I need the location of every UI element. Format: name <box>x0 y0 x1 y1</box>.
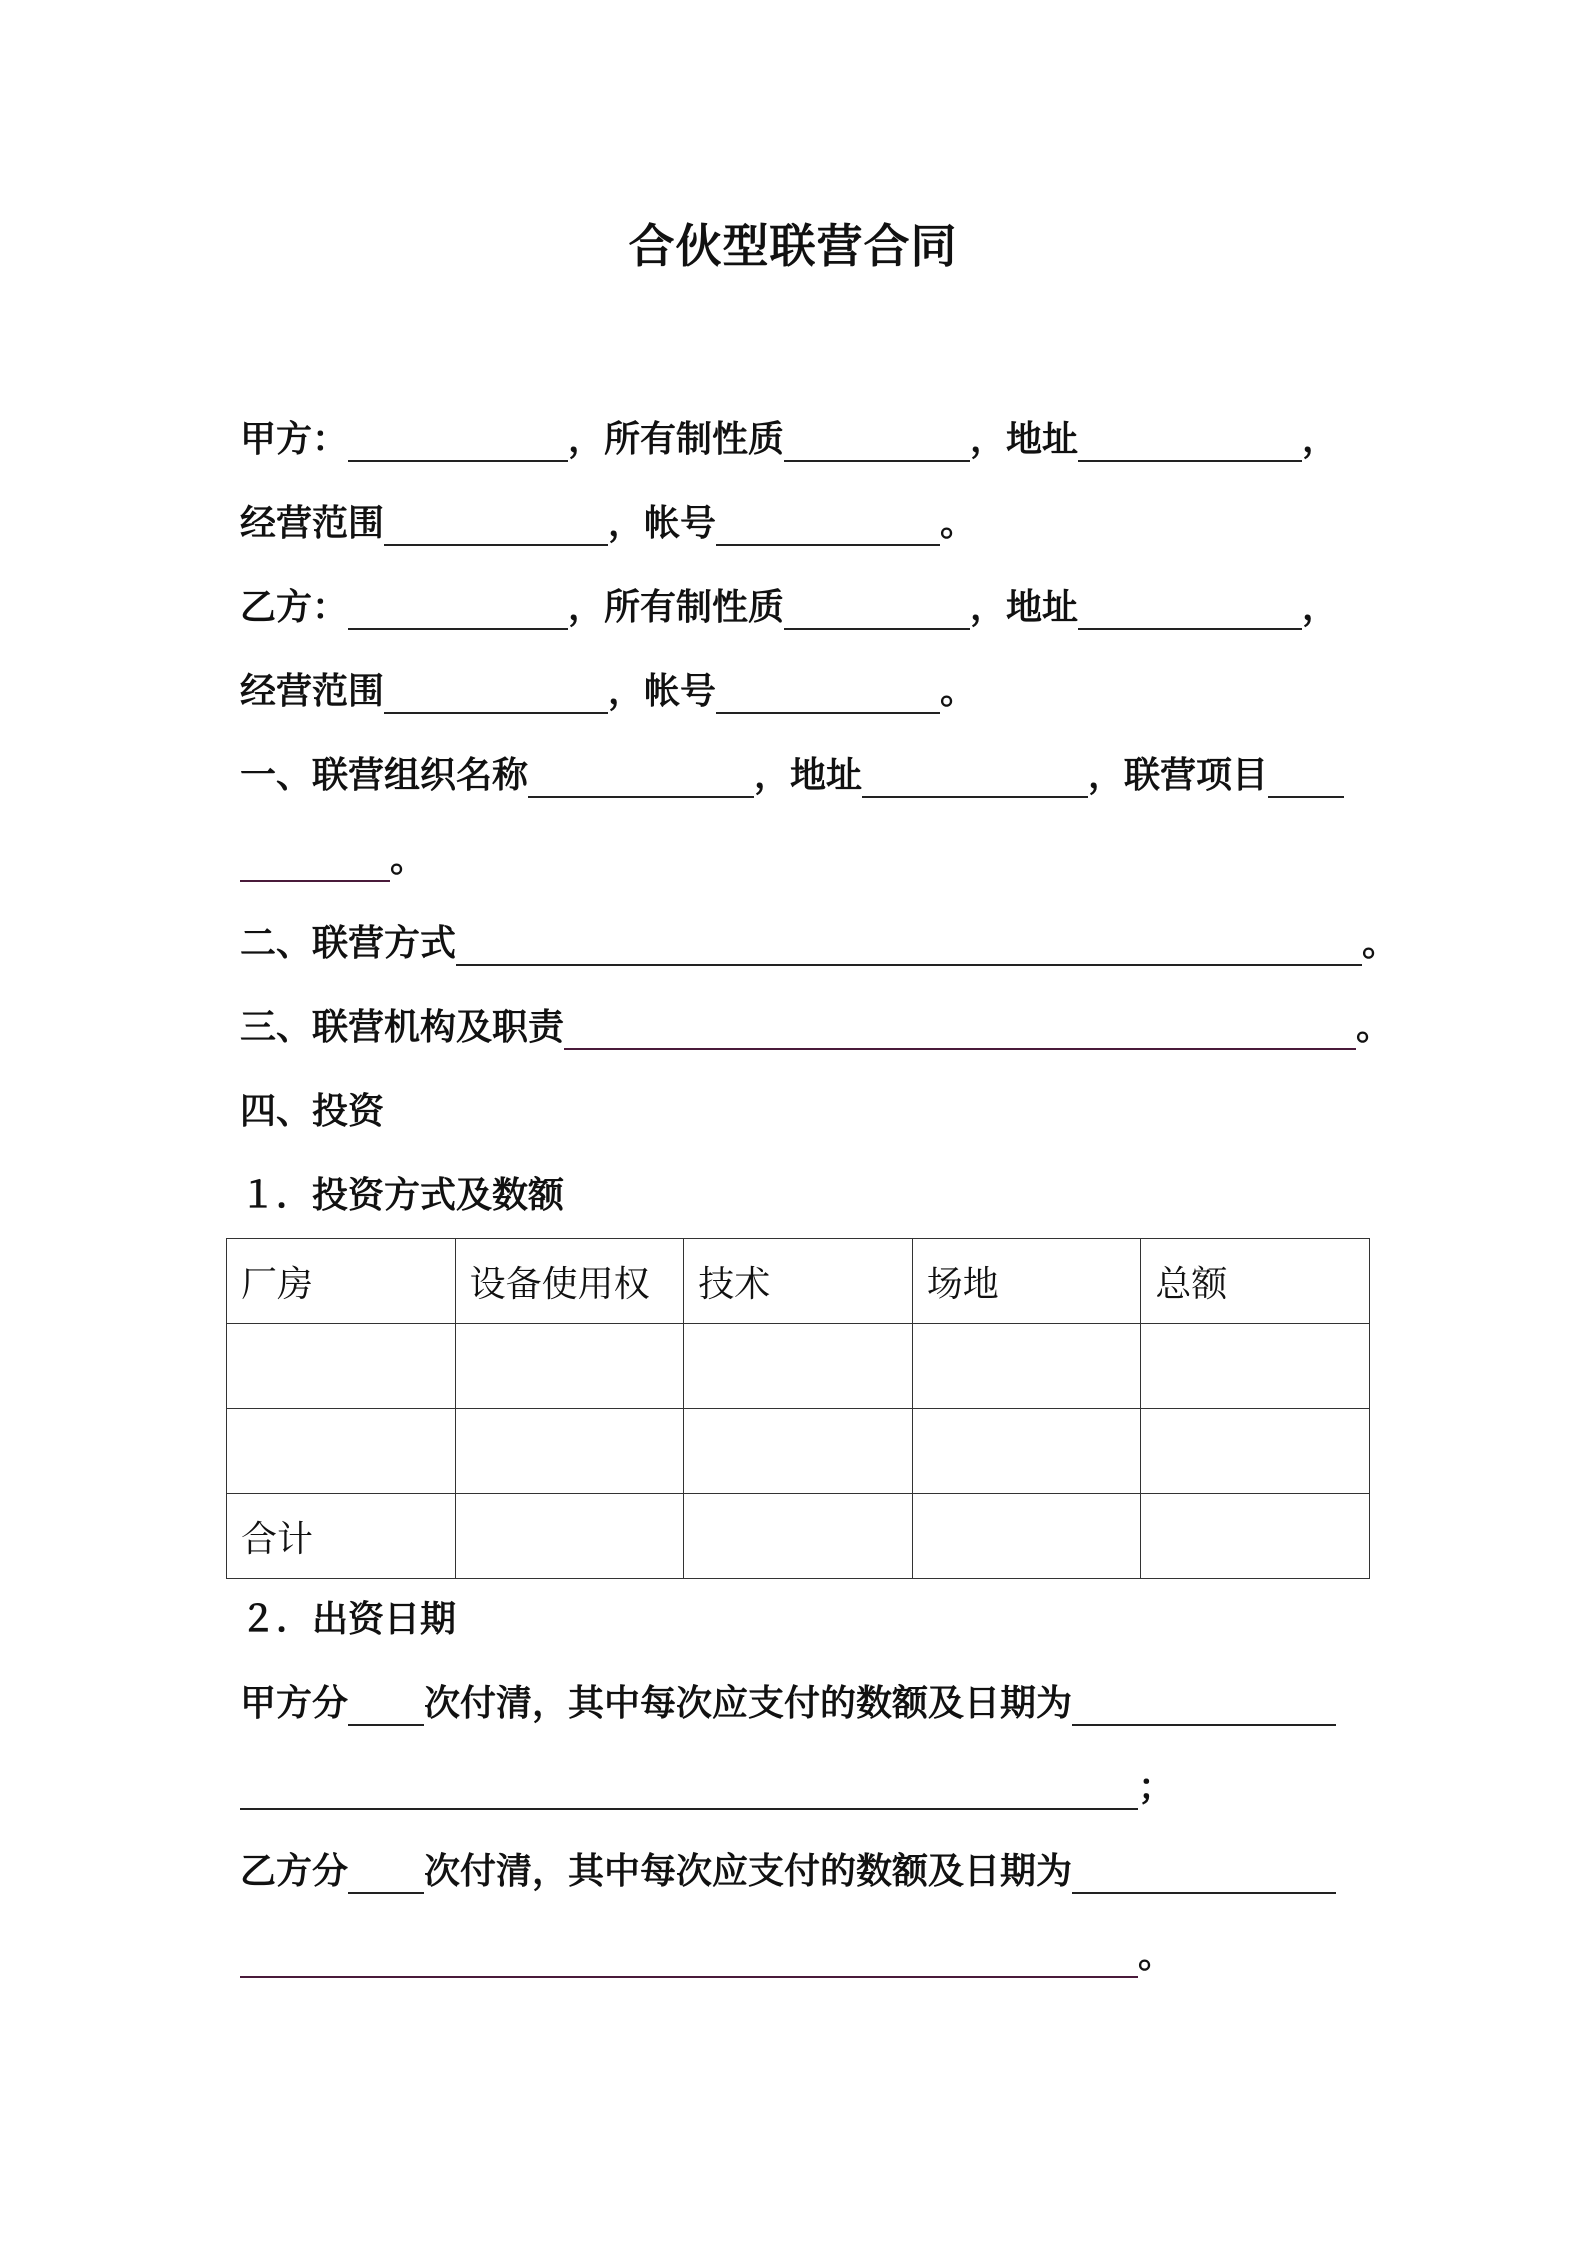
table-cell[interactable] <box>455 1324 684 1409</box>
section-1-line <box>240 748 1344 798</box>
table-cell[interactable] <box>684 1324 913 1409</box>
table-header-cell: 厂房 <box>227 1239 456 1324</box>
table-cell[interactable] <box>1141 1494 1370 1579</box>
payment-b-label: 乙方分 <box>240 1851 349 1892</box>
table-cell[interactable] <box>227 1409 456 1494</box>
table-row <box>227 1324 1370 1409</box>
comma: ， <box>1302 587 1339 628</box>
section-3-label: 三、联营机构及职责 <box>240 1007 565 1048</box>
payment-a-label: 甲方分 <box>240 1683 349 1724</box>
section-2-line <box>240 916 1398 966</box>
ownership-label: ，所有制性质 <box>568 419 785 460</box>
joint-project-field-cont[interactable] <box>240 844 390 882</box>
party-a-label: 甲方： <box>240 419 349 460</box>
table-cell[interactable] <box>912 1494 1141 1579</box>
payment-a-line <box>240 1676 1336 1726</box>
period: 。 <box>940 671 977 712</box>
payment-a-text: 次付清，其中每次应支付的数额及日期为 <box>424 1683 1073 1724</box>
section-4-heading <box>240 1084 384 1134</box>
table-total-label: 合计 <box>227 1494 456 1579</box>
table-cell[interactable] <box>1141 1409 1370 1494</box>
table-cell[interactable] <box>455 1409 684 1494</box>
table-cell[interactable] <box>912 1409 1141 1494</box>
table-header-cell: 设备使用权 <box>455 1239 684 1324</box>
party-a-ownership-field[interactable] <box>784 424 970 462</box>
subsection-2-heading <box>240 1592 456 1642</box>
table-row <box>227 1409 1370 1494</box>
address-label: ，地址 <box>754 755 863 796</box>
party-a-account-field[interactable] <box>716 508 940 546</box>
business-scope-label: 经营范围 <box>240 671 385 712</box>
payment-b-text: 次付清，其中每次应支付的数额及日期为 <box>424 1851 1073 1892</box>
party-b-name-field[interactable] <box>348 592 568 630</box>
table-cell[interactable] <box>684 1494 913 1579</box>
party-b-scope-field[interactable] <box>384 676 608 714</box>
section-3-line <box>240 1000 1392 1050</box>
joint-org-address-field[interactable] <box>862 760 1088 798</box>
table-header-cell: 技术 <box>684 1239 913 1324</box>
payment-b-count-field[interactable] <box>348 1856 424 1894</box>
period: 。 <box>1362 923 1399 964</box>
payment-a-detail-field[interactable] <box>1072 1688 1336 1726</box>
party-b-account-field[interactable] <box>716 676 940 714</box>
account-label: ，帐号 <box>608 503 717 544</box>
party-a-name-field[interactable] <box>348 424 568 462</box>
party-b-ownership-field[interactable] <box>784 592 970 630</box>
party-a-line-1 <box>240 412 1338 462</box>
joint-org-name-field[interactable] <box>528 760 754 798</box>
table-header-row <box>227 1239 1370 1324</box>
comma: ， <box>1302 419 1339 460</box>
payment-a-detail-field-cont[interactable] <box>240 1772 1138 1810</box>
table-cell[interactable] <box>684 1409 913 1494</box>
business-scope-label: 经营范围 <box>240 503 385 544</box>
party-b-address-field[interactable] <box>1078 592 1302 630</box>
table-header-cell: 总额 <box>1141 1239 1370 1324</box>
section-4-label: 四、投资 <box>240 1091 385 1132</box>
party-b-line-2 <box>240 664 976 714</box>
joint-agency-field[interactable] <box>564 1012 1356 1050</box>
period: 。 <box>940 503 977 544</box>
party-b-line-1 <box>240 580 1338 630</box>
joint-project-field[interactable] <box>1268 760 1344 798</box>
payment-b-continuation <box>240 1928 1174 1978</box>
table-cell[interactable] <box>227 1324 456 1409</box>
section-1-label: 一、联营组织名称 <box>240 755 529 796</box>
subsection-1-label: １．投资方式及数额 <box>240 1175 565 1216</box>
period: 。 <box>1138 1935 1175 1976</box>
section-1-continuation <box>240 832 426 882</box>
party-a-address-field[interactable] <box>1078 424 1302 462</box>
account-label: ，帐号 <box>608 671 717 712</box>
period: 。 <box>390 839 427 880</box>
period: 。 <box>1356 1007 1393 1048</box>
address-label: ，地址 <box>970 419 1079 460</box>
joint-mode-field[interactable] <box>456 928 1362 966</box>
document-title: 合伙型联营合同 <box>628 219 958 273</box>
table-total-row <box>227 1494 1370 1579</box>
table-cell[interactable] <box>1141 1324 1370 1409</box>
subsection-2-label: ２．出资日期 <box>240 1599 457 1640</box>
semicolon: ； <box>1138 1767 1175 1808</box>
table-cell[interactable] <box>912 1324 1141 1409</box>
section-2-label: 二、联营方式 <box>240 923 457 964</box>
project-label: ，联营项目 <box>1088 755 1269 796</box>
party-a-line-2 <box>240 496 976 546</box>
table-cell[interactable] <box>455 1494 684 1579</box>
payment-b-detail-field-cont[interactable] <box>240 1940 1138 1978</box>
ownership-label: ，所有制性质 <box>568 587 785 628</box>
table-header-cell: 场地 <box>912 1239 1141 1324</box>
payment-b-detail-field[interactable] <box>1072 1856 1336 1894</box>
party-a-scope-field[interactable] <box>384 508 608 546</box>
payment-a-continuation <box>240 1760 1174 1810</box>
investment-table <box>226 1238 1370 1579</box>
party-b-label: 乙方： <box>240 587 349 628</box>
payment-b-line <box>240 1844 1336 1894</box>
subsection-1-heading <box>240 1168 564 1218</box>
address-label: ，地址 <box>970 587 1079 628</box>
payment-a-count-field[interactable] <box>348 1688 424 1726</box>
